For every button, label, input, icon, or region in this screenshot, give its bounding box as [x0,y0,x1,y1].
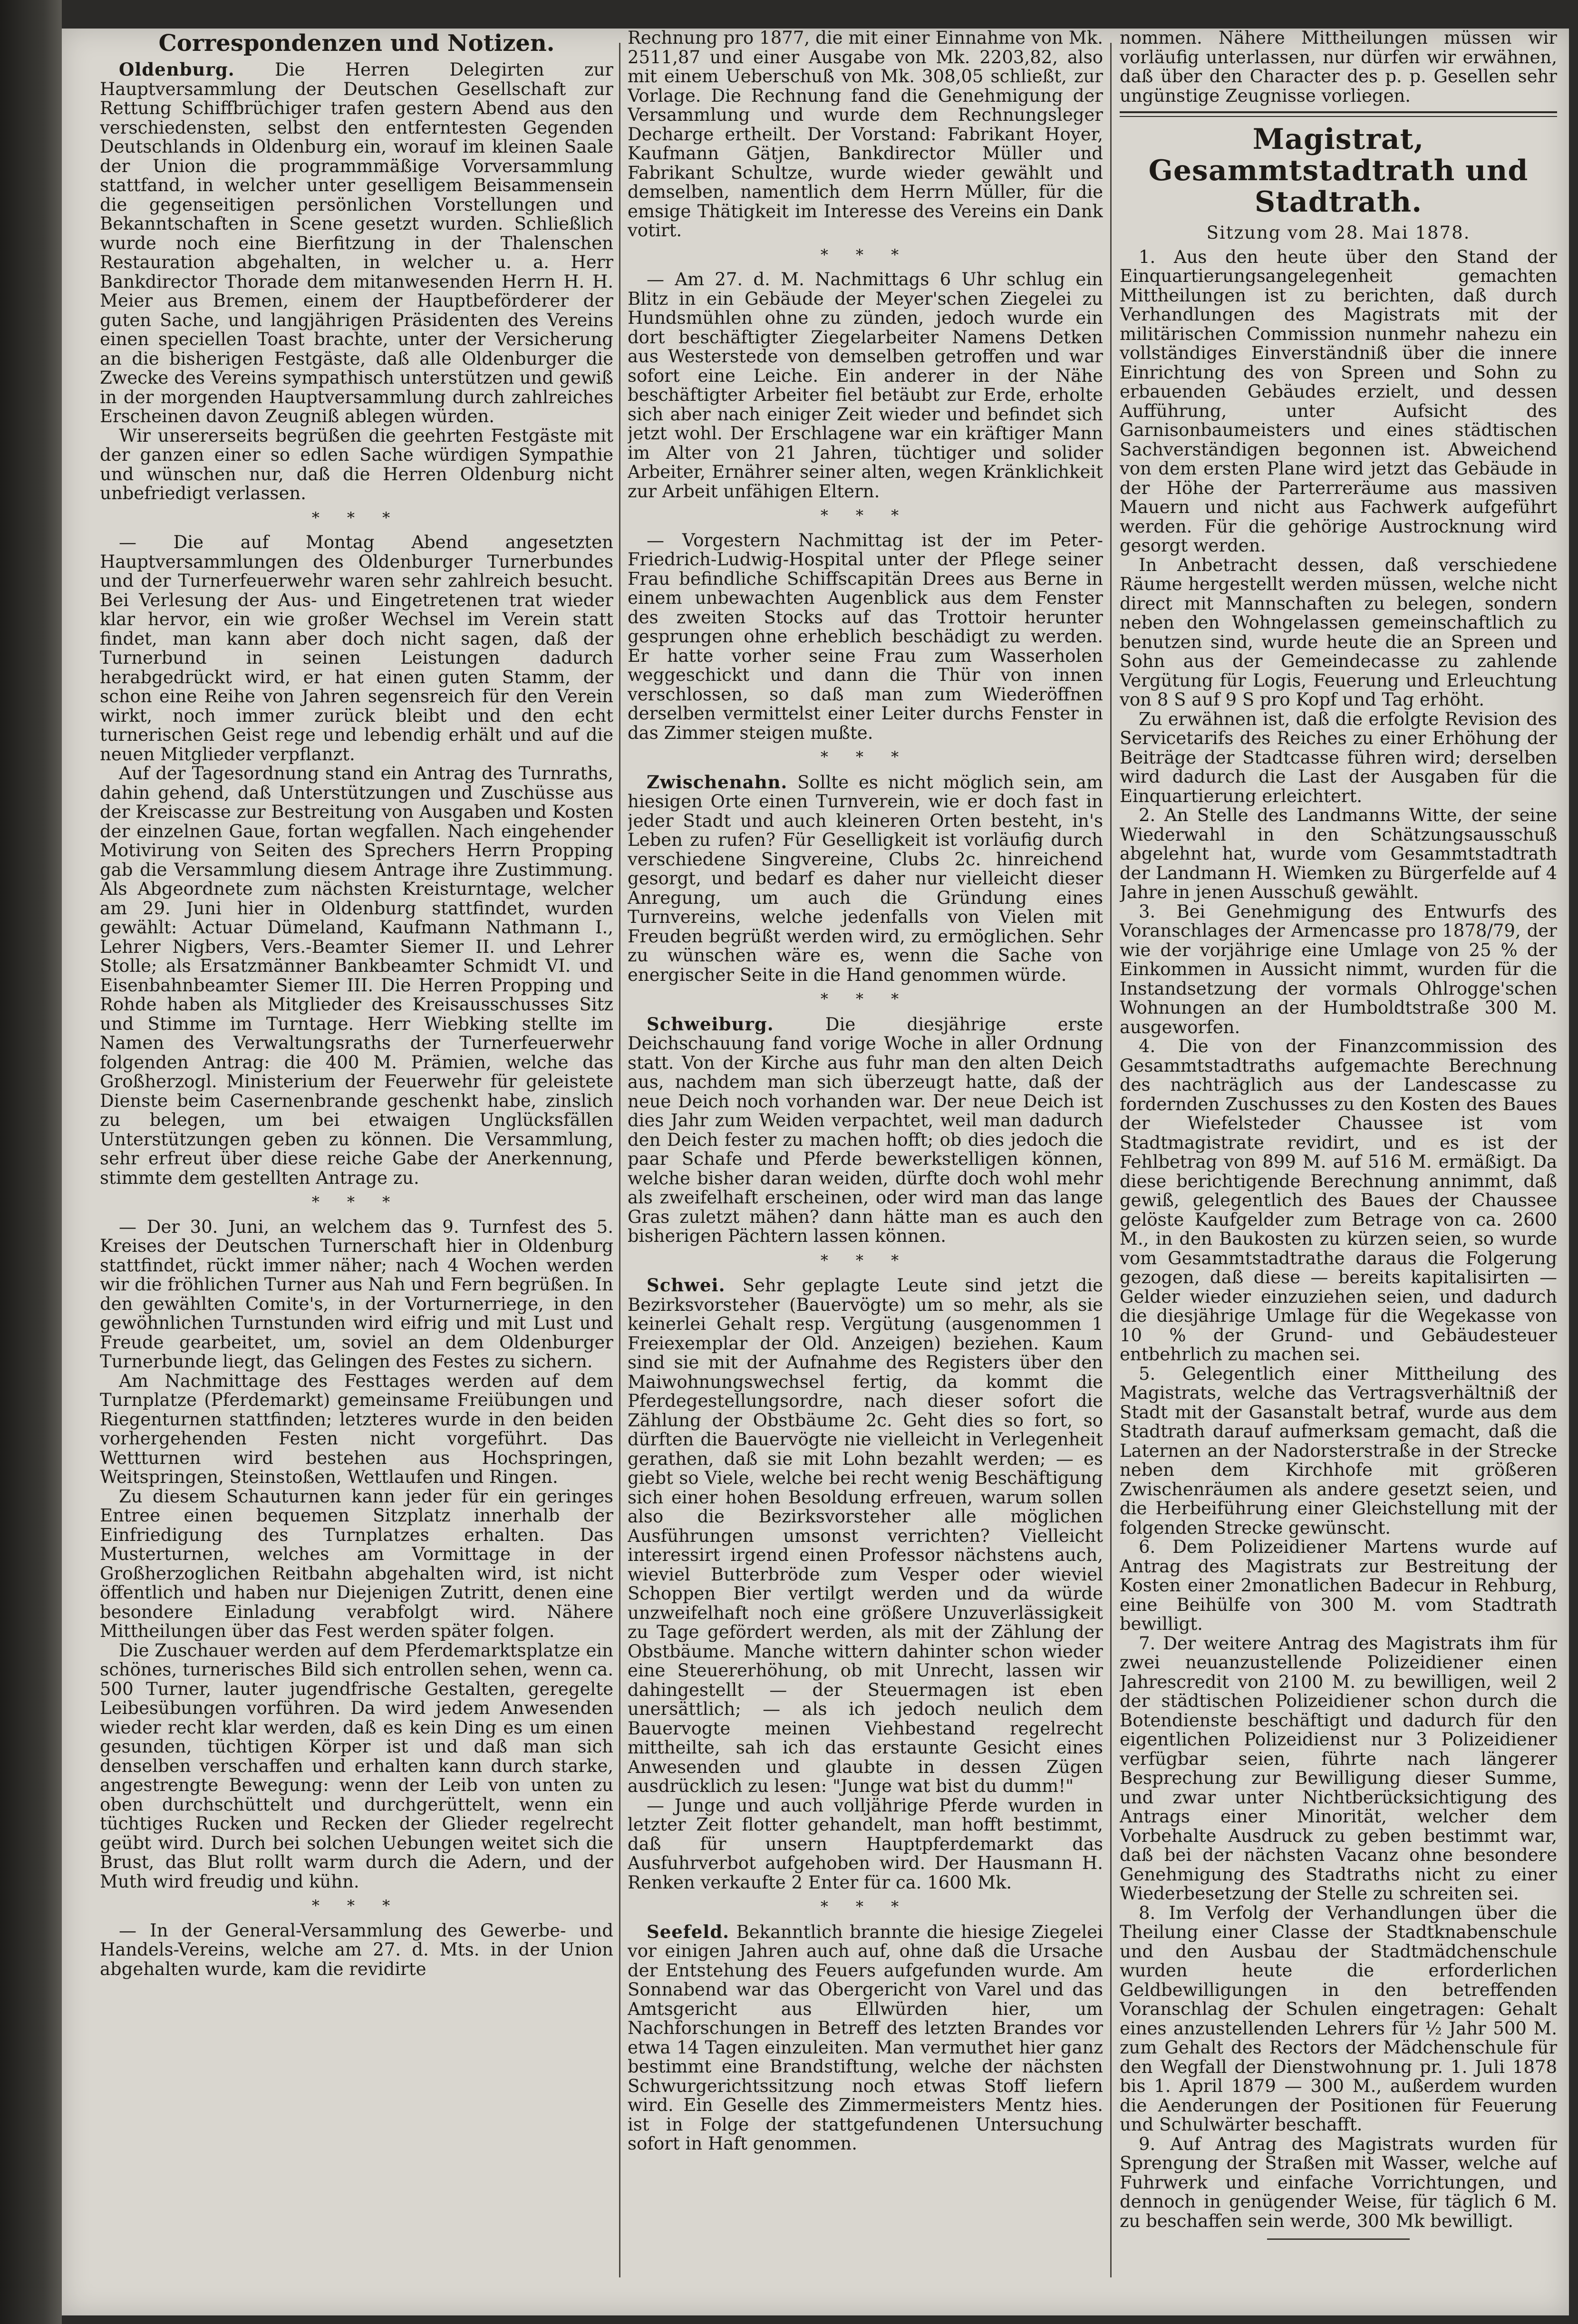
article-text: Zu diesem Schauturnen kann jeder für ein geringes Entree einen bequemen Sitzplatz innerhalb der Einfriedigung des Turnplatzes erhalten. Das Musterturnen, welches am Vormittage in der Großherzoglichen Reitbahn abgehalten wird, ist nicht öffentlich und haben nur Diejenigen Zutritt, denen eine besondere Einladung verabfolgt wird. Nähere Mittheilungen über das Fest werden später folgen. [100,1486,613,1641]
place-name: Oldenburg. [119,59,235,80]
separator-stars: * * * [820,1898,910,1916]
agenda-item: 4. Die von der Finanzcommission des Gesammtstadtraths aufgemachte Berechnung des nachträglich aus der Landescasse zu fordernden Zuschusses zu den Kosten des Baues der Wiefelsteder Chaussee ist vom Stadtmagistrate revidirt, und es ist der Fehlbetrag von 899 M. auf 516 M. ermäßigt. Da diese berichtigende Berechnung annimmt, daß gewiß, gelegentlich des Baues der Chaussee gelöste Kaufgelder zum Betrage von ca. 2600 M., in den Baukosten zu kürzen seien, so wurde vom Gesammtstadtrathe daraus die Folgerung gezogen, daß diese — bereits kapitalisirten — Gelder wieder einzuziehen seien, und dadurch die diesjährige Umlage für die Wegekasse von 10 % der Grund- und Gebäudesteuer entbehrlich zu machen sei. [1120,1036,1557,1365]
article-text: Am Nachmittage des Festtages werden auf dem Turnplatze (Pferdemarkt) gemeinsame Freiübungen und Riegenturnen stattfinden; letzteres wurde in den beiden vorhergehenden Festen nicht vorgeführt. Das Wettturnen wird bestehen aus Hochspringen, Weitspringen, Steinstoßen, Wettlaufen und Ringen. [100,1370,613,1487]
article-text: — Der 30. Juni, an welchem das 9. Turnfest des 5. Kreises der Deutschen Turnerschaft hier in Oldenburg stattfindet, rückt immer näher; nach 4 Wochen werden wir die fröhlichen Turner aus Nah und Fern begrüßen. In den gewählten Comite's, in der Vorturnerriege, in den gewöhnlichen Turnstunden wird eifrig und mit Lust und Freude gearbeitet, um, soviel an dem Oldenburger Turnerbunde liegt, das Gelingen des Festes zu sichern. [100,1216,613,1372]
agenda-item: 2. An Stelle des Landmanns Witte, der seine Wiederwahl in den Schätzungsausschuß abgelehnt hat, wurde vom Gesammtstadtrath der Landmann H. Wiemken zu Bürgerfelde auf 4 Jahre in jenen Ausschuß gewählt. [1120,805,1557,902]
page-binding-edge [0,0,62,2324]
agenda-item: 7. Der weitere Antrag des Magistrats ihm für zwei neuanzustellende Polizeidiener einen Jahrescredit von 2100 M. zu bewilligen, weil 2 der städtischen Polizeidiener schon durch die Botendienste beschäftigt und dadurch für den eigentlichen Polizeidienst nur 3 Polizeidiener verfügbar seien, führte nach längerer Besprechung zur Bewilligung dieser Summe, und zwar unter Nichtberücksichtigung des Antrags einer Minorität, welcher dem Vorbehalte Ausdruck zu geben bestimmt war, daß bei der nächsten Vacanz ohne besondere Genehmigung des Stadtraths nicht zu einer Wiederbesetzung der Stelle zu schreiten sei. [1120,1633,1557,1904]
session-date: Sitzung vom 28. Mai 1878. [1206,223,1471,243]
place-name: Zwischenahn. [647,771,788,793]
section-heading: Correspondenzen und Notizen. [158,30,555,57]
agenda-item: 6. Dem Polizeidiener Martens wurde auf Antrag des Magistrats zur Bestreitung der Kosten einer 2monatlichen Badecur in Rehburg, eine Beihülfe von 300 M. vom Stadtrath bewilligt. [1120,1537,1557,1634]
article-text: Auf der Tagesordnung stand ein Antrag des Turnraths, dahin gehend, daß Unterstützungen und Zuschüsse aus der Kreiscasse zur Bestreitung von Ausgaben und Kosten der einzelnen Gaue, fortan wegfallen. Nach eingehender Motivirung von Seiten des Sprechers Herrn Propping gab die Versammlung diesem Antrage ihre Zustimmung. Als Abgeordnete zum nächsten Kreisturntage, welcher am 29. Juni hier in Oldenburg stattfindet, wurden gewählt: Actuar Dümeland, Kaufmann Nathmann I., Lehrer Nigbers, Vers.-Beamter Siemer II. und Lehrer Stolle; als Ersatzmänner Bankbeamter Schmidt VI. und Eisenbahnbeamter Siemer III. Die Herren Propping und Rohde haben als Mitglieder des Kreisausschusses Sitz und Stimme im Turntage. Herr Wiebking stellte im Namen des Verwaltungsraths der Turnerfeuerwehr folgenden Antrag: die 400 M. Prämien, welche das Großherzogl. Ministerium der Feuerwehr für geleistete Dienste beim Casernenbrande geschenkt habe, zinslich zu belegen, um bei etwaigen Unglücksfällen Unterstützungen geben zu können. Die Versammlung, sehr erfreut über diese reiche Gabe der Anerkennung, stimmte dem gestellten Antrage zu. [100,763,613,1188]
place-name: Schweiburg. [647,1013,774,1035]
agenda-item: In Anbetracht dessen, daß verschiedene Räume hergestellt werden müssen, welche nicht direct mit Mannschaften zu belegen, sondern neben den Wohngelassen gemeinschaftlich zu benutzen sind, wurde heute die an Spreen und Sohn aus der Gemeindecasse zu zahlende Vergütung für Logis, Feuerung und Erleuchtung von 8 S auf 9 S pro Kopf und Tag erhöht. [1120,554,1557,710]
article-text: Die Herren Delegirten zur Hauptversammlung der Deutschen Gesellschaft zur Rettung Schiffbrüchiger trafen gestern Abend aus den verschiedensten, selbst den entferntesten Gegenden Deutschlands in Oldenburg ein, worauf im kleinen Saale der Union die programmmäßige Vorversammlung stattfand, in welcher unter geselligem Beisammensein die gegenseitigen persönlichen Vorstellungen und Bekanntschaften in Scene gesetzt wurden. Schließlich wurde noch eine Bierfitzung in der Thalenschen Restauration abgehalten, in welcher u. a. Herr Bankdirector Thorade dem mitanwesenden Herrn H. H. Meier aus Bremen, einem der Hauptbeförderer der guten Sache, und langjährigen Präsidenten des Vereins einen speciellen Toast brachte, unter der Versicherung an die bisherigen Festgäste, daß alle Oldenburger die Zwecke des Vereins sympathisch unterstützen und gewiß in der morgenden Hauptversammlung durch zahlreiches Erscheinen davon Zeugniß ablegen würden. [100,59,613,426]
article-text: — Vorgestern Nachmittag ist der im Peter-Friedrich-Ludwig-Hospital unter der Pflege seiner Frau befindliche Schiffscapitän Drees aus Berne in einem unbewachten Augenblick aus dem Fenster des zweiten Stocks auf das Trottoir herunter gesprungen ohne erheblich beschädigt zu werden. Er hatte vorher seine Frau zum Wasserholen weggeschickt und dann die Thür von innen verschlossen, so daß man zum Wiederöffnen derselben vermittelst einer Leiter durchs Fenster in das Zimmer steigen mußte. [628,530,1103,743]
article-text: Wir unsererseits begrüßen die geehrten Festgäste mit der ganzen einer so edlen Sache würdigen Sympathie und wünschen nur, daß die Herren Oldenburg nicht unbefriedigt verlassen. [100,425,613,504]
agenda-item: 1. Aus den heute über den Stand der Einquartierungsangelegenheit gemachten Mittheilungen ist zu berichten, daß durch Verhandlungen des Magistrats mit der militärischen Commission nunmehr nahezu ein vollständiges Einverständniß über die innere Einrichtung des von Spreen und Sohn zu erbauenden Gebäudes erzielt, und dessen Aufführung, unter Aufsicht des Garnisonbaumeisters und eines städtischen Sachverständigen begonnen ist. Abweichend von dem ersten Plane wird jetzt das Gebäude in der Höhe der Parterreräume aus massiven Mauern und nicht aus Fachwerk aufgeführt werden. Für die gehörige Austrocknung wird gesorgt werden. [1120,246,1557,556]
column-rule [619,43,620,2277]
separator-stars: * * * [820,506,910,524]
column-2 [628,29,1103,2296]
section-divider [1120,111,1557,117]
end-rule [1267,2238,1410,2240]
article-text: — Junge und auch volljährige Pferde wurden in letzter Zeit flotter gehandelt, man hofft bestimmt, daß für unsern Hauptpferdemarkt das Ausfuhrverbot aufgehoben wird. Der Hausmann H. Renken verkaufte 2 Enter für ca. 1600 Mk. [628,1795,1103,1893]
article-text: Die Zuschauer werden auf dem Pferdemarktsplatze ein schönes, turnerisches Bild sich entrollen sehen, wenn ca. 500 Turner, lauter jugendfrische Gestalten, geregelte Leibesübungen vorführen. Da wird jedem Anwesenden wieder recht klar werden, daß es kein Ding es um einen gesunden, tüchtigen Körper ist und daß man sich denselben verschaffen und erhalten kann durch starke, angestrengte Bewegung: wenn der Leib von unten zu oben durchschüttelt und durchgerüttelt, wenn ein tüchtiges Rucken und Recken der Glieder regelrecht geübt wird. Durch bei solchen Uebungen weitet sich die Brust, das Blut rollt warm durch die Adern, und der Muth wird freudig und kühn. [100,1640,613,1892]
place-name: Schwei. [647,1275,726,1296]
column-rule [1110,43,1112,2277]
article-text: — Die auf Montag Abend angesetzten Hauptversammlungen des Oldenburger Turnerbundes und der Turnerfeuerwehr waren sehr zahlreich besucht. Bei Verlesung der Aus- und Eingetretenen trat wieder klar hervor, ein wie großer Wechsel im Verein statt findet, man kann aber doch nicht sagen, daß der Turnerbund in seinen Leistungen dadurch herabgedrückt wird, er hat einen guten Stamm, der schon eine Reihe von Jahren segensreich für den Verein wirkt, noch immer zurück bleibt und den echt turnerischen Geist rege und lebendig erhält und auf die neuen Mitglieder verpflanzt. [100,532,613,765]
article-text: Die diesjährige erste Deichschauung fand vorige Woche in aller Ordnung statt. Von der Kirche aus fuhr man den alten Deich aus, nachdem man sich überzeugt hatte, daß der neue Deich noch vorhanden war. Der neue Deich ist dies Jahr zum Weiden verpachtet, weil man dadurch den Deich fester zu machen hofft; ob dies jedoch die paar Schafe und Pferde bewerkstelligen können, welche bisher daran weiden, dürfte doch wohl mehr als zweifelhaft erscheinen, oder wird man das lange Gras zuletzt mähen? dann hätte man es auch den bisherigen Pächtern lassen können. [628,1014,1103,1246]
separator-stars: * * * [311,508,402,527]
separator-stars: * * * [311,1193,402,1211]
agenda-item: 5. Gelegentlich einer Mittheilung des Magistrats, welche das Vertragsverhältniß der Stadt mit der Gasanstalt betraf, wurde aus dem Stadtrath darauf aufmerksam gemacht, daß die Laternen an der Nadorsterstraße in der Strecke neben dem Kirchhofe mit größeren Zwischenräumen als andere gesetzt seien, und die Herbeiführung einer Gleichstellung mit der folgenden Strecke gewünscht. [1120,1363,1557,1538]
article-text: Sehr geplagte Leute sind jetzt die Bezirksvorsteher (Bauervögte) um so mehr, als sie keinerlei Gehalt resp. Vergütung (ausgenommen 1 Freiexemplar der Old. Anzeigen) beziehen. Kaum sind sie mit der Aufnahme des Registers über den Maiwohnungswechsel fertig, da kommt die Pferdegestellungsordre, nach dieser sofort die Zählung der Obstbäume 2c. Geht dies so fort, so dürften die Bauervögte nie vielleicht in Verlegenheit gerathen, daß sie mit Lohn bezahlt werden; — es giebt so Viele, welche bei recht wenig Beschäftigung sich einer hohen Besoldung erfreuen, warum sollen also die Bezirksvorsteher alle möglichen Ausführungen umsonst verrichten? Vielleicht interessirt irgend einen Professor nächstens auch, wieviel Butterbröde zum Vesper oder wieviel Schoppen Bier vertilgt werden und da würde unzweifelhaft noch eine größere Unzuverlässigkeit zu Tage gefördert werden, als mit der Zählung der Obstbäume. Manche wittern dahinter schon wieder eine Steuererhöhung, ob mit Unrecht, lassen wir dahingestellt — der Steuermagen ist eben unersättlich; — als ich jedoch neulich dem Bauervogte meinen Viehbestand regelrecht mittheilte, sah ich das erstaunte Gesicht eines Anwesenden und glaubte in dessen Zügen ausdrücklich zu lesen: "Junge wat bist du dumm!" [628,1275,1103,1796]
agenda-item: 3. Bei Genehmigung des Entwurfs des Voranschlages der Armencasse pro 1878/79, der wie der vorjährige eine Umlage von 25 % der Einkommen in Aussicht nimmt, wurden für die Instandsetzung der vormals Ohlrogge'schen Wohnungen an der Humboldtstraße 300 M. ausgeworfen. [1120,901,1557,1037]
separator-stars: * * * [311,1897,402,1915]
separator-stars: * * * [820,245,910,264]
article-text: nommen. Nähere Mittheilungen müssen wir vorläufig unterlassen, nur dürfen wir erwähnen, daß über den Character des p. p. Gesellen sehr ungünstige Zeugnisse vorliegen. [1120,29,1557,106]
article-text: — Am 27. d. M. Nachmittags 6 Uhr schlug ein Blitz in ein Gebäude der Meyer'schen Ziegelei zu Hundsmühlen ohne zu zünden, jedoch wurde ein dort beschäftigter Ziegelarbeiter Namens Detken aus Westerstede von demselben getroffen und war sofort eine Leiche. Ein anderer in der Nähe beschäftigter Arbeiter fiel betäubt zur Erde, erholte sich aber nach einiger Zeit wieder und befindet sich jetzt wohl. Der Erschlagene war ein kräftiger Mann im Alter von 21 Jahren, tüchtiger und solider Arbeiter, Ernährer seiner alten, wegen Kränklichkeit zur Arbeit unfähigen Eltern. [628,269,1103,502]
article-text: Bekanntlich brannte die hiesige Ziegelei vor einigen Jahren auch auf, ohne daß die Ursache der Entstehung des Feuers aufgefunden wurde. Am Sonnabend war das Obergericht von Varel und das Amtsgericht aus Ellwürden hier, um Nachforschungen in Betreff des letzten Brandes vor etwa 14 Tagen einzuleiten. Man vermuthet hier ganz bestimmt eine Brandstiftung, welche der nächsten Schwurgerichtssitzung noch etwas Stoff liefern wird. Ein Geselle des Zimmermeisters Mentz hies. ist in Folge der stattgefundenen Untersuchung sofort in Haft genommen. [628,1921,1103,2154]
agenda-item: 8. Im Verfolg der Verhandlungen über die Theilung einer Classe der Stadtknabenschule und den Ausbau der Stadtmädchenschule wurden heute die erforderlichen Geldbewilligungen in den betreffenden Voranschlag der Schulen eingetragen: Gehalt eines anzustellenden Lehrers für ½ Jahr 500 M. zum Gehalt des Rectors der Mädchenschule für den Wegfall der Dienstwohnung pr. 1. Juli 1878 bis 1. April 1879 — 300 M., außerdem wurden die Aenderungen der Positionen für Feuerung und Schulwärter beschafft. [1120,1902,1557,2135]
separator-stars: * * * [820,990,910,1008]
column-3 [1120,29,1557,2296]
place-name: Seefeld. [647,1921,730,1942]
column-1 [100,29,613,2296]
article-text: — In der General-Versammlung des Gewerbe- und Handels-Vereins, welche am 27. d. Mts. in der Union abgehalten wurde, kam die revidirte [100,1920,613,1979]
section-heading: Magistrat, Gesammtstadtrath und Stadtrath. [1148,123,1529,219]
article-text: Sollte es nicht möglich sein, am hiesigen Orte einen Turnverein, wie er doch fast in jeder Stadt und auch kleineren Orten besteht, in's Leben zu rufen? Für Geselligkeit ist vorläufig durch verschiedene Singvereine, Clubs 2c. hinreichend gesorgt, und bedarf es daher nur vielleicht dieser Anregung, um auch die Gründung eines Turnvereins, welche jedenfalls von Vielen mit Freuden begrüßt werden wird, zu ermöglichen. Sehr zu wünschen wäre es, wenn die Sache von energischer Seite in die Hand genommen würde. [628,772,1103,985]
separator-stars: * * * [820,1251,910,1269]
agenda-item: Zu erwähnen ist, daß die erfolgte Revision des Servicetarifs des Reiches zu einer Erhöhung der Beiträge der Stadtcasse führen wird; derselben wird dadurch die Last der Ausgaben für die Einquartierung erleichtert. [1120,708,1557,806]
article-text: Rechnung pro 1877, die mit einer Einnahme von Mk. 2511,87 und einer Ausgabe von Mk. 2203,82, also mit einem Ueberschuß von Mk. 308,05 schließt, zur Vorlage. Die Rechnung fand die Genehmigung der Versammlung und wurde dem Rechnungsleger Decharge ertheilt. Der Vorstand: Fabrikant Hoyer, Kaufmann Gätjen, Bankdirector Müller und Fabrikant Schultze, wurde wieder gewählt und demselben, namentlich dem Herrn Müller, für die emsige Thätigkeit im Interesse des Vereins ein Dank votirt. [628,29,1103,241]
agenda-item: 9. Auf Antrag des Magistrats wurden für Sprengung der Straßen mit Wasser, welche auf Fuhrwerk und einfache Vorrichtungen, und dennoch in genügender Weise, für täglich 6 M. zu beschaffen sein werde, 300 Mk bewilligt. [1120,2133,1557,2231]
separator-stars: * * * [820,748,910,766]
